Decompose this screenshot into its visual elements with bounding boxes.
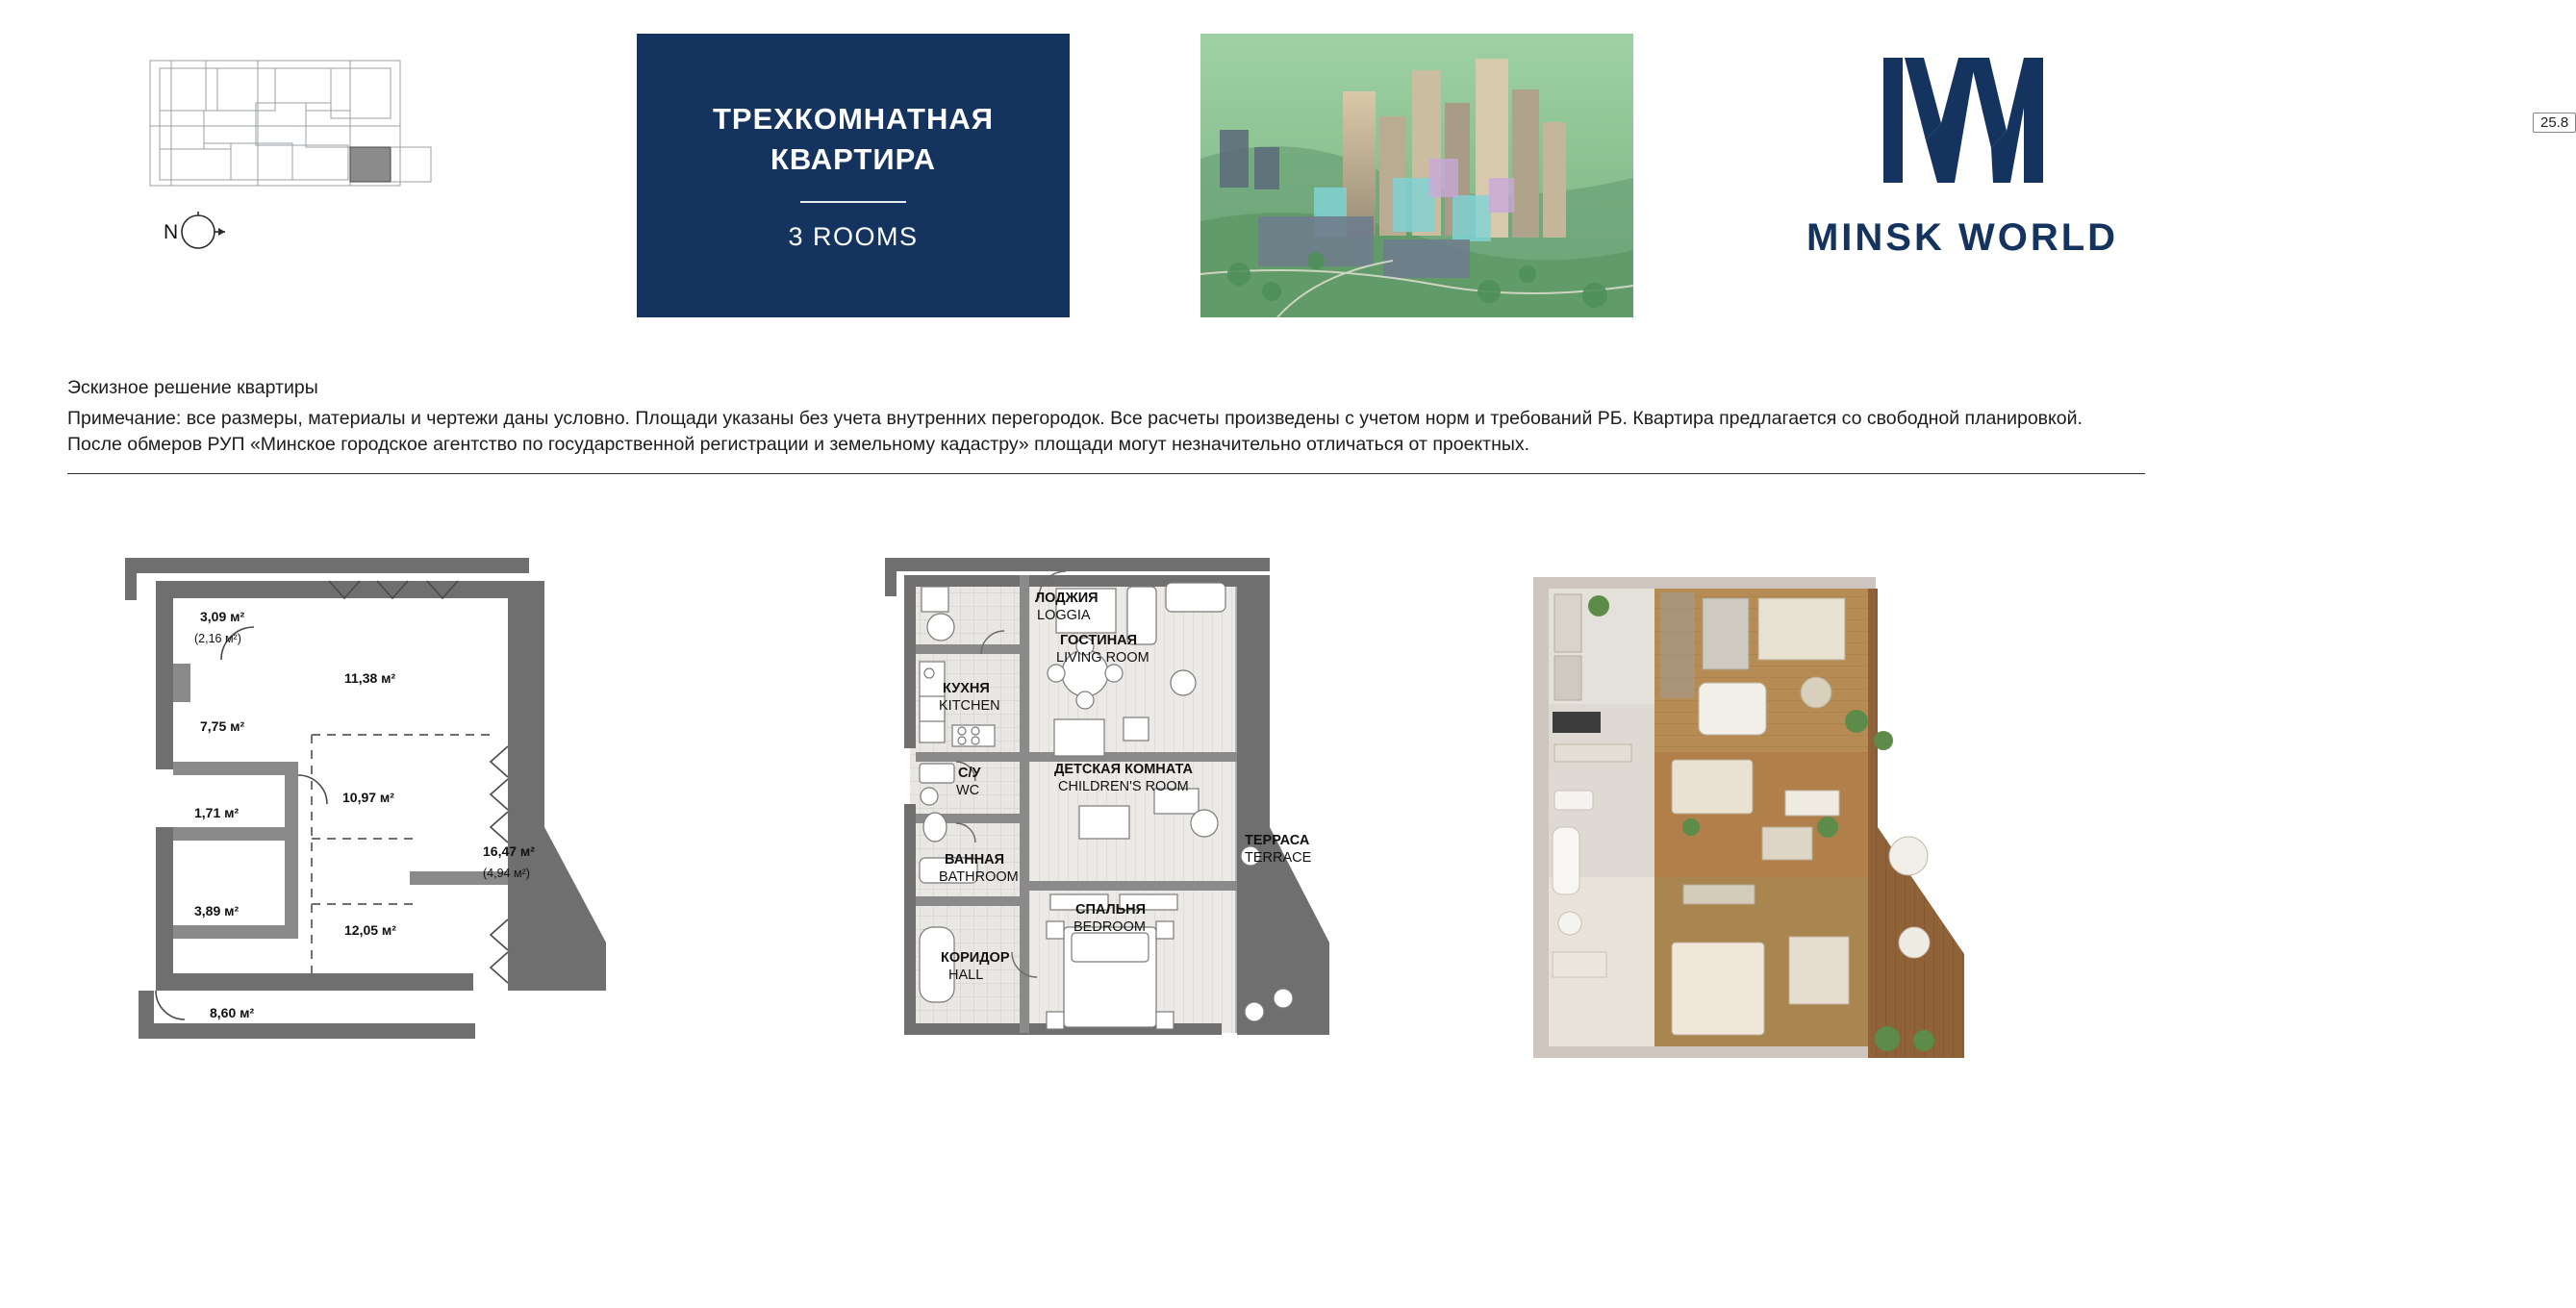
note-heading: Эскизное решение квартиры (67, 377, 318, 398)
3d-furnished-plan (1510, 539, 2107, 1250)
svg-text:12,05 м²: 12,05 м² (344, 922, 396, 938)
brand-logo (1789, 43, 2135, 298)
svg-text:ВАННАЯ: ВАННАЯ (945, 852, 1005, 868)
dimension-plan (106, 539, 721, 1250)
disclaimer-note (67, 375, 2145, 459)
svg-text:(2,16 м²): (2,16 м²) (194, 632, 241, 645)
key-plan (114, 43, 469, 264)
title-line-2: КВАРТИРА (770, 142, 936, 176)
svg-text:ЛОДЖИЯ: ЛОДЖИЯ (1035, 591, 1099, 606)
svg-text:LOGGIA: LOGGIA (1037, 608, 1091, 623)
header-divider (67, 473, 2145, 474)
watermark: REALT (1626, 1088, 1946, 1191)
svg-text:16,47 м²: 16,47 м² (483, 843, 535, 859)
brand-name: MINSK WORLD (1806, 216, 2119, 259)
svg-text:10,97 м²: 10,97 м² (342, 790, 394, 805)
svg-text:ДЕТСКАЯ КОМНАТА: ДЕТСКАЯ КОМНАТА (1054, 762, 1193, 777)
svg-text:(4,94 м²): (4,94 м²) (483, 867, 530, 880)
note-line-1: Примечание: все размеры, материалы и чертежи даны условно. Площади указаны без учета внутренних перегородок. Все расчеты произведены с учетом норм и требований РБ. Квартира предлагается со свободной планировкой. (67, 407, 2083, 429)
svg-text:ТЕРРАСА: ТЕРРАСА (1245, 833, 1310, 848)
svg-text:3,89 м²: 3,89 м² (194, 903, 240, 918)
mw-monogram-icon (1866, 48, 2058, 197)
render-marker-badge: 25.8 (2533, 113, 2576, 133)
note-line-2: После обмеров РУП «Минское городское агентство по государственной регистрации и земельному кадастру» площади могут незначительно отличаться от проектных. (67, 434, 1530, 456)
furnished-plan (866, 539, 1404, 1250)
svg-text:HALL: HALL (948, 968, 984, 983)
svg-text:TERRACE: TERRACE (1245, 850, 1312, 866)
svg-text:ГОСТИНАЯ: ГОСТИНАЯ (1060, 633, 1138, 648)
svg-text:KITCHEN: KITCHEN (939, 698, 1000, 714)
compass-label: N (164, 221, 179, 243)
svg-text:КОРИДОР: КОРИДОР (941, 950, 1010, 966)
svg-text:7,75 м²: 7,75 м² (200, 718, 245, 734)
title-line-3: 3 ROOMS (788, 221, 919, 251)
svg-text:8,60 м²: 8,60 м² (210, 1005, 255, 1020)
title-block (637, 34, 1070, 317)
svg-text:СПАЛЬНЯ: СПАЛЬНЯ (1075, 902, 1147, 918)
svg-text:3,09 м²: 3,09 м² (200, 609, 245, 624)
svg-text:LIVING ROOM: LIVING ROOM (1056, 650, 1149, 666)
svg-text:11,38 м²: 11,38 м² (344, 670, 396, 686)
title-divider (800, 201, 906, 203)
svg-text:BEDROOM: BEDROOM (1073, 919, 1146, 935)
compass-icon (164, 212, 225, 248)
plans-row (0, 539, 2212, 1270)
svg-text:CHILDREN'S ROOM: CHILDREN'S ROOM (1058, 779, 1189, 794)
svg-text:WC: WC (956, 783, 980, 798)
sheet-header (0, 0, 2569, 346)
svg-text:КУХНЯ: КУХНЯ (943, 681, 990, 696)
svg-text:С/У: С/У (958, 766, 981, 781)
title-line-1: ТРЕХКОМНАТНАЯ (712, 102, 995, 137)
svg-text:1,71 м²: 1,71 м² (194, 805, 240, 820)
svg-text:BATHROOM: BATHROOM (939, 869, 1019, 885)
